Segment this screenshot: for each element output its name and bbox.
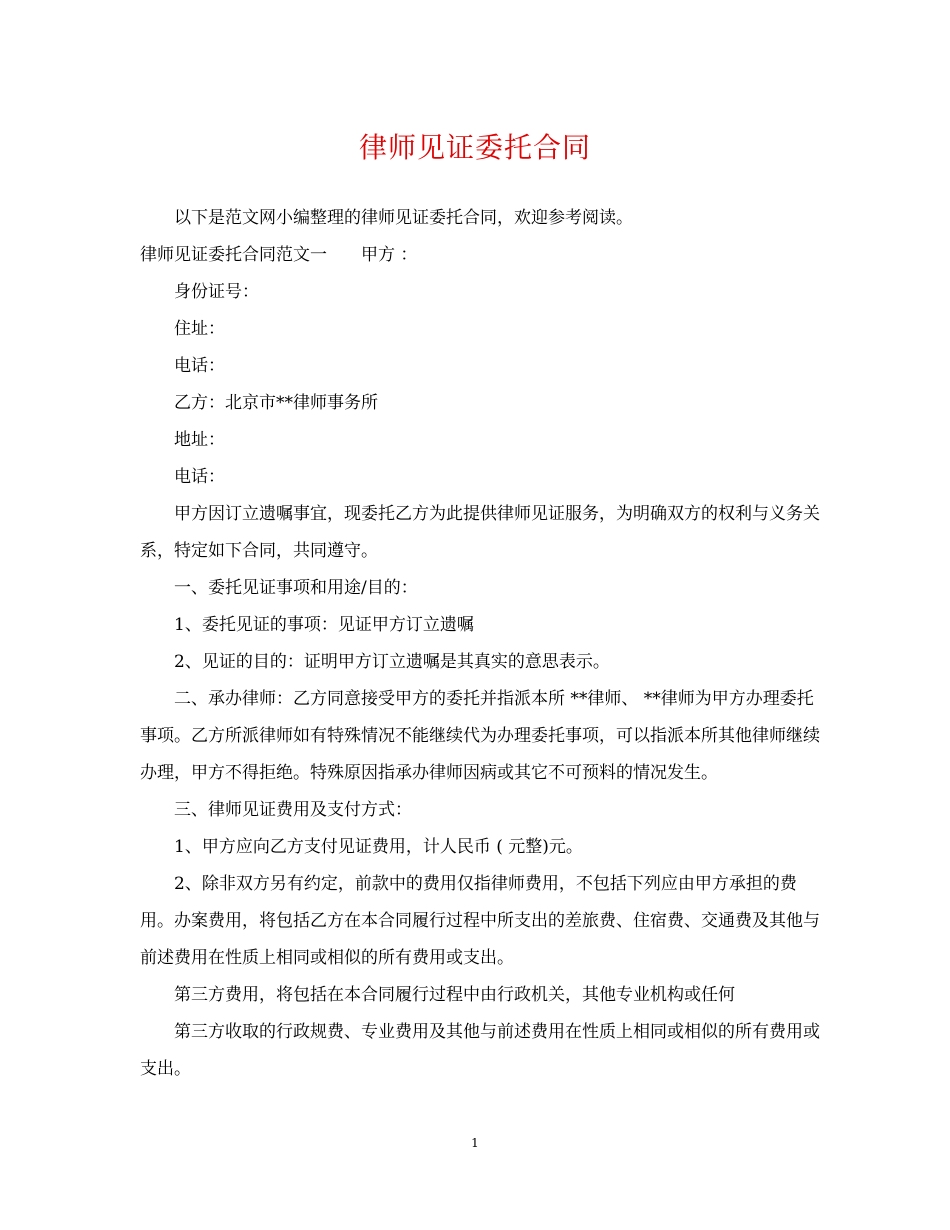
third-party-line-1: 第三方费用，将包括在本合同履行过程中由行政机关，其他专业机构或任何	[174, 985, 735, 1005]
section-2-paragraph: 二、承办律师：乙方同意接受甲方的委托并指派本所 **律师、 **律师为甲方办理委托事项。乙方所派律师如有特殊情况不能继续代为办理委托事项，可以指派本所其他律师继续办理，甲方不得拒绝。特殊原因指承办律师因病或其它不可预料的情况发生。	[140, 689, 820, 783]
section-3-item-2: 2、除非双方另有约定，前款中的费用仅指律师费用，不包括下列应由甲方承担的费用。办案费用，将包括乙方在本合同履行过程中所支出的差旅费、住宿费、交通费及其他与前述费用在性质上相同或相似的所有费用或支出。	[140, 874, 820, 968]
section-3-item-1: 1、甲方应向乙方支付见证费用，计人民币 ( 元整)元。	[174, 837, 583, 857]
address-a-field: 住址：	[174, 319, 225, 339]
page-number: 1	[471, 1136, 479, 1150]
third-party-line-2: 第三方收取的行政规费、专业费用及其他与前述费用在性质上相同或相似的所有费用或支出。	[140, 1022, 820, 1079]
section-3-heading: 三、律师见证费用及支付方式：	[174, 800, 412, 820]
section-1-item-2: 2、见证的目的：证明甲方订立遗嘱是其真实的意思表示。	[174, 652, 610, 672]
phone-a-field: 电话：	[174, 356, 225, 376]
phone-b-field: 电话：	[174, 467, 225, 487]
sample-heading-line	[140, 237, 820, 274]
party-b-field: 乙方：北京市**律师事务所	[174, 393, 378, 413]
document-title: 律师见证委托合同	[358, 131, 591, 164]
id-number-field: 身份证号：	[174, 282, 259, 302]
preamble-paragraph: 甲方因订立遗嘱事宜，现委托乙方为此提供律师见证服务，为明确双方的权利与义务关系，特定如下合同，共同遵守。	[140, 504, 820, 561]
document-body	[140, 200, 820, 1088]
sample-heading: 律师见证委托合同范文一	[140, 245, 327, 265]
intro-paragraph: 以下是范文网小编整理的律师见证委托合同，欢迎参考阅读。	[174, 208, 633, 228]
party-a-label: 甲方 ：	[361, 245, 418, 265]
section-1-heading: 一、委托见证事项和用途/目的：	[174, 578, 418, 598]
section-1-item-1: 1、委托见证的事项：见证甲方订立遗嘱	[174, 615, 474, 635]
address-b-field: 地址：	[174, 430, 225, 450]
